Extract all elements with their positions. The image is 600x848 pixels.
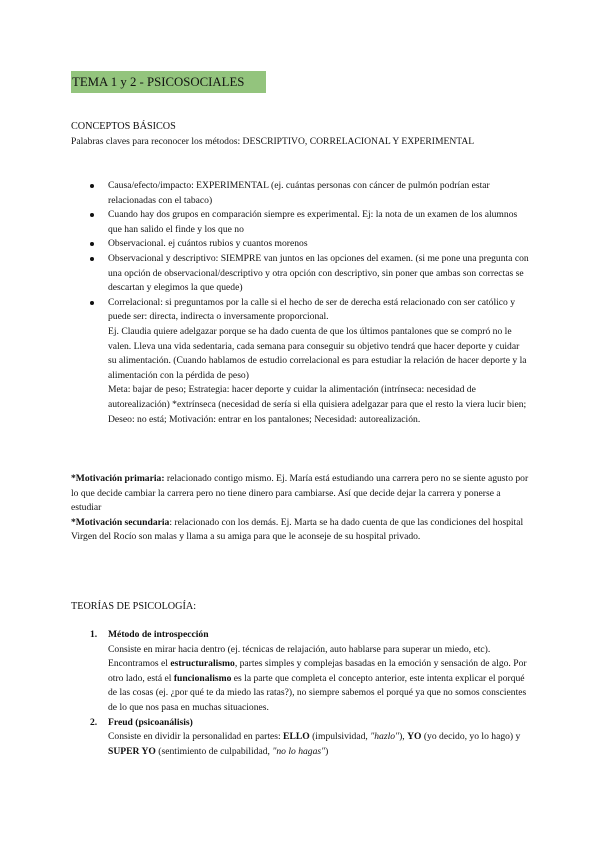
list-item-introspection xyxy=(0,628,528,716)
list-item-correlational xyxy=(0,296,530,427)
secondary-motivation-text: : relacionado con los demás. Ej. Marta se ha dado cuenta de que las condiciones del hospital Virgen del Rocío son malas y llama a su amiga para que le aconseje de su hospital privado. xyxy=(71,516,524,543)
item-body: Consiste en mirar hacia dentro (ej. técnicas de relajación, auto hablarse para superar un miedo, etc). Encontramos el estructuralismo, partes simples y complejas basadas en la emoción y sensación de algo. Por otro lado, está el funcionalismo es la parte que completa el concepto anterior, este intenta explicar el porqué de las cosas (ej. ¿por qué te da miedo las ratas?), no siempre sabemos el porqué ya que no somos conscientes de lo que nos pasa en muchas situaciones. xyxy=(108,643,527,713)
item-heading: Método de introspección xyxy=(108,629,209,640)
bullet-dot xyxy=(90,213,94,217)
primary-motivation-label: *Motivación primaria: xyxy=(71,473,165,484)
motivation-section xyxy=(71,472,531,545)
secondary-motivation xyxy=(71,516,531,545)
basics-section xyxy=(71,120,531,149)
item-body: Consiste en dividir la personalidad en partes: ELLO (impulsividad, "hazlo"), YO (yo decido, yo lo hago) y SUPER YO (sentimiento de culpabilidad, "no lo hagas") xyxy=(108,731,521,757)
bullet-dot xyxy=(90,184,94,188)
theories-list xyxy=(0,628,530,759)
list-item: Causa/efecto/impacto: EXPERIMENTAL (ej. cuántas personas con cáncer de pulmón podrían estar relacionadas con el tabaco) xyxy=(0,179,530,208)
list-item: Observacional y descriptivo: SIEMPRE van juntos en las opciones del examen. (si me pone una pregunta con una opción de observacional/descriptivo y otra opción con descriptivo, sin poner que ambas son correctas se descartan y elegimos la que quede) xyxy=(0,252,530,296)
bullet-dot xyxy=(90,257,94,261)
secondary-motivation-label: *Motivación secundaria xyxy=(71,516,170,528)
correlational-definition: Correlacional: si preguntamos por la calle si el hecho de ser de derecha está relacionado con ser católico y puede ser: directa, indirecta o inversamente proporcional. xyxy=(108,296,516,323)
primary-motivation-text: relacionado contigo mismo. Ej. María está estudiando una carrera pero no se siente agusto por lo que decide cambiar la carrera pero no tiene dinero para cambiarse. Así que decide dejar la carrera y ponerse a estudiar xyxy=(71,473,529,514)
list-item: Cuando hay dos grupos en comparación siempre es experimental. Ej: la nota de un examen de los alumnos que han salido el finde y los que no xyxy=(0,208,530,237)
primary-motivation xyxy=(71,472,531,516)
page-title: TEMA 1 y 2 - PSICOSOCIALES xyxy=(71,71,266,93)
bullet-dot xyxy=(90,242,94,246)
item-number: 1. xyxy=(90,629,98,640)
list-item-freud xyxy=(0,716,528,760)
item-number: 2. xyxy=(90,716,98,728)
basics-heading: CONCEPTOS BÁSICOS xyxy=(71,121,176,132)
correlational-analysis: Meta: bajar de peso; Estrategia: hacer deporte y cuidar la alimentación (intrínseca: necesidad de autorealización) *extrínseca (necesidad de sería si ella quisiera adelgazar para que el resto la viera lucir bien; Deseo: no está; Motivación: entrar en los pantalones; Necesidad: autorealización. xyxy=(108,384,527,425)
item-heading: Freud (psicoanálisis) xyxy=(108,716,193,728)
list-item: Observacional. ej cuántos rubios y cuantos morenos xyxy=(0,237,530,252)
bullet-dot xyxy=(90,301,94,305)
correlational-example: Ej. Claudia quiere adelgazar porque se ha dado cuenta de que los últimos pantalones que se compró no le valen. Lleva una vida sedentaria, cada semana para conseguir su objetivo tendrá que hacer deporte y cuidar su alimentación. (Cuando hablamos de estudio correlacional es para estudiar la relación de hacer deporte y la alimentación con la pérdida de peso) xyxy=(108,325,527,381)
theories-heading: TEORÍAS DE PSICOLOGÍA: xyxy=(71,601,197,612)
methods-list xyxy=(0,179,530,427)
keywords-text: Palabras claves para reconocer los métodos: DESCRIPTIVO, CORRELACIONAL Y EXPERIMENTAL xyxy=(71,135,475,147)
